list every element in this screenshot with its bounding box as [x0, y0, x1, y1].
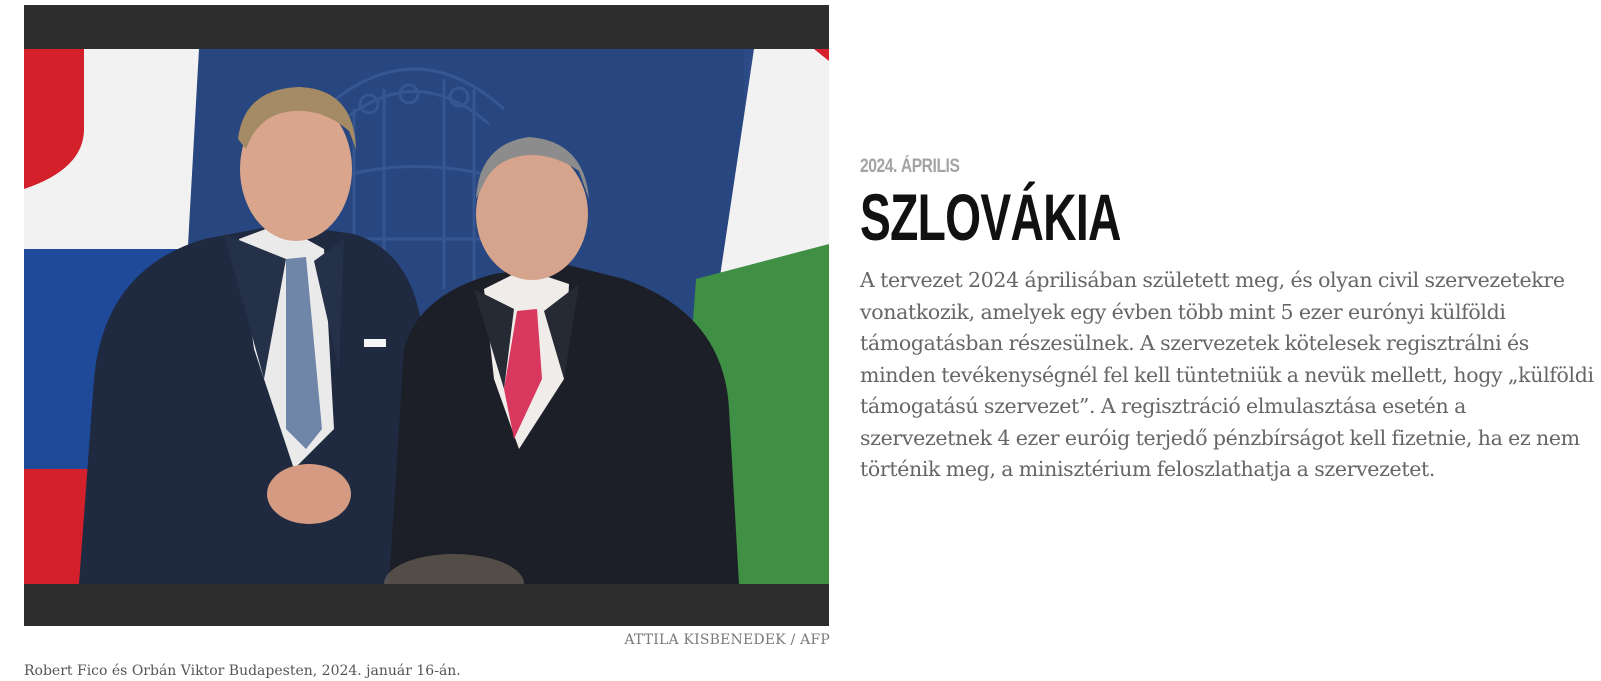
photo-caption: Robert Fico és Orbán Viktor Budapesten, 2024. január 16-án. [24, 663, 461, 679]
article-photo-frame [24, 5, 829, 626]
article-body: A tervezet 2024 áprilisában született meg, és olyan civil szervezetekre vonatkozik, amelyek egy évben több mint 5 ezer eurónyi külföldi támogatásban részesülnek. A szervezetek kötelesek regisztrálni és minden tevékenységnél fel kell tüntetniük a nevük mellett, hogy „külföldi támogatású szervezet”. A regisztráció elmulasztása esetén a szervezetnek 4 ezer euróig terjedő pénzbírságot kell fizetnie, ha ez nem történik meg, a minisztérium feloszlathatja a szervezetet. [860, 268, 1594, 481]
photo-credit: ATTILA KISBENEDEK / AFP [624, 632, 830, 648]
article-photo[interactable] [24, 49, 829, 584]
article-text-column [860, 155, 1594, 486]
article-title: SZLOVÁKIA [860, 180, 1121, 254]
article-date: 2024. ÁPRILIS [860, 156, 960, 177]
